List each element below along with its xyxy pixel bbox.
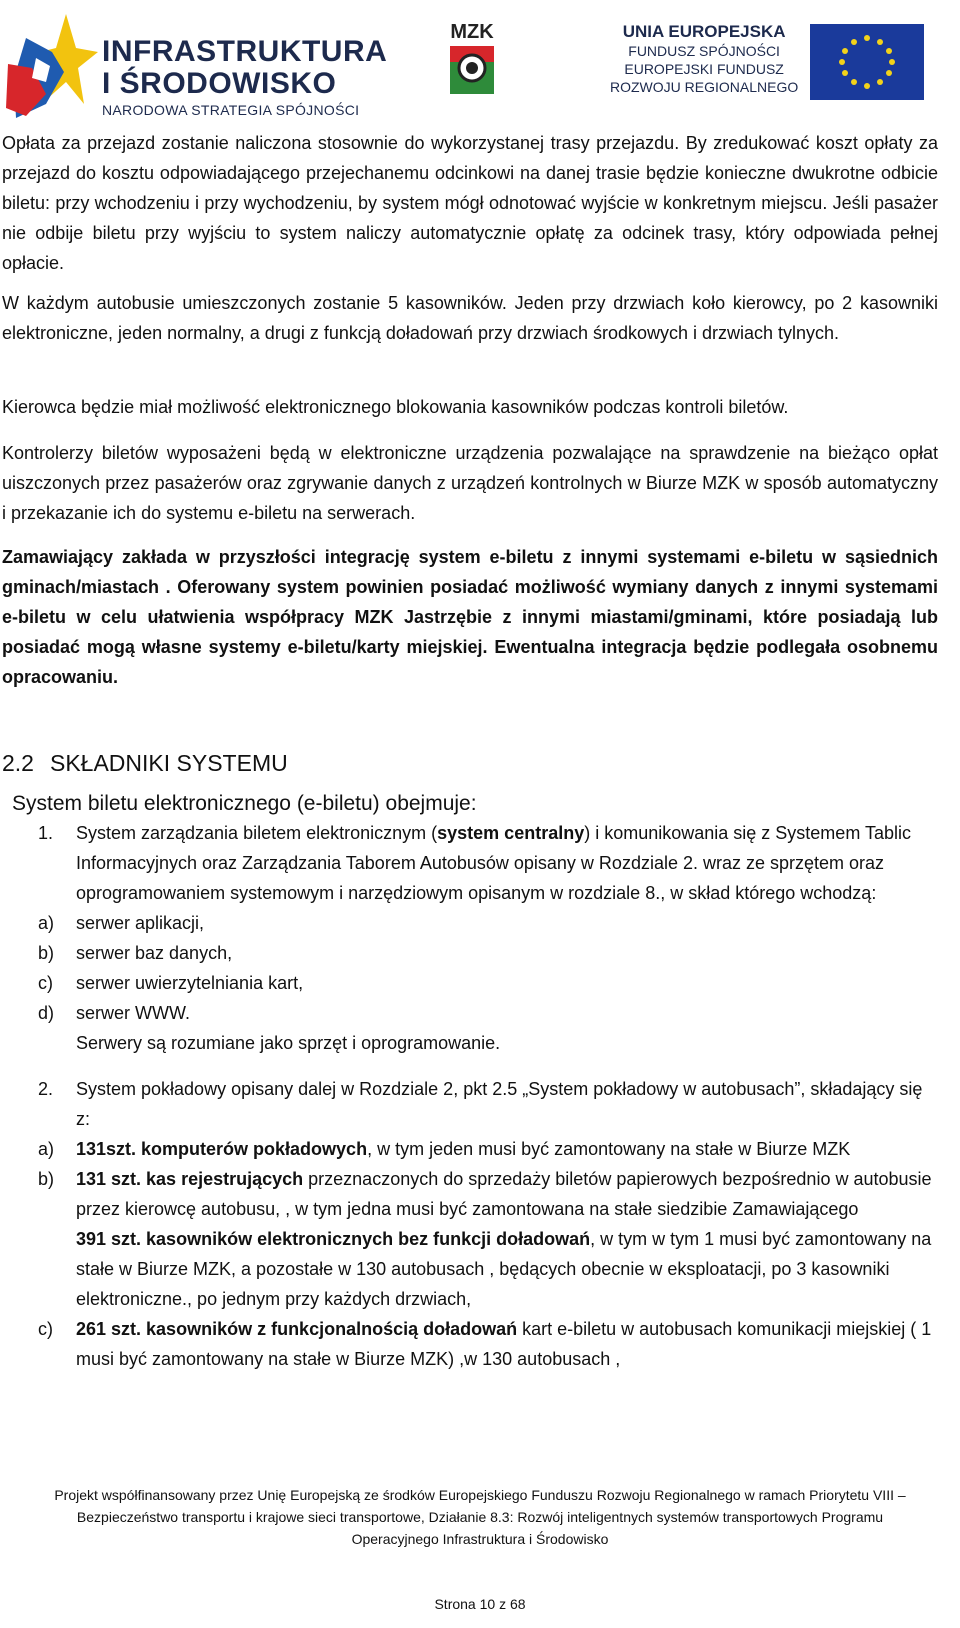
paragraph-4: Kontrolerzy biletów wyposażeni będą w elektroniczne urządzenia pozwalające na sprawdzenie na bieżąco opłat uiszczonych przez pasażerów oraz zgrywanie danych z urządzeń kontrolnych w Biurze MZK w sposób automatyczny i przekazanie ich do systemu e-biletu na serwerach. xyxy=(2,443,938,523)
section-heading xyxy=(2,750,288,777)
ue-line4: ROZWOJU REGIONALNEGO xyxy=(610,79,799,95)
infrastruktura-logo xyxy=(6,8,388,120)
ue-line3: EUROPEJSKI FUNDUSZ xyxy=(624,61,784,77)
list-item-1a: a) serwer aplikacji, xyxy=(38,913,205,933)
mzk-logo-text: MZK xyxy=(450,21,494,43)
paragraph-2: W każdym autobusie umieszczonych zostanie 5 kasowników. Jeden przy drzwiach koło kierowcy, po 2 kasowniki elektroniczne, jeden normalny, a drugi z funkcją doładowań przy drzwiach środkowych i drzwiach tylnych. xyxy=(2,293,938,343)
section-number: 2.2 xyxy=(2,750,34,776)
paragraph-1: Opłata za przejazd zostanie naliczona stosownie do wykorzystanej trasy przejazdu. By zredukować koszt opłaty za przejazd do kosztu odpowiadającego przejechanemu odcinkowi na danej trasie będzie konieczne dwukrotne odbicie biletu: przy wchodzeniu i przy wychodzeniu, by system mógł odnotować wyjście w konkretnym miejscu. Jeśli pasażer nie odbije biletu przy wyjściu to system naliczy automatycznie opłatę za odcinek trasy, który odpowiada pełnej opłacie. xyxy=(2,133,938,273)
section-intro: System biletu elektronicznego (e-biletu) obejmuje: xyxy=(12,792,477,815)
bold-term: system centralny xyxy=(437,823,585,843)
mzk-logo xyxy=(442,20,502,100)
list-item-2a: a) 131szt. komputerów pokładowych, w tym jeden musi być zamontowany na stałe w Biurze MZK xyxy=(38,1139,851,1159)
list-marker: 1. xyxy=(38,823,54,843)
footer-line1: Projekt współfinansowany przez Unię Europejską ze środków Europejskiego Funduszu Rozwoju Regionalnego w ramach Priorytetu VIII – xyxy=(54,1487,906,1503)
list-item-1d: d) serwer WWW. xyxy=(38,1003,190,1023)
list-item-1: 1. System zarządzania biletem elektronicznym (system centralny) i komunikowania się z Systemem Tablic Informacyjnych oraz Zarządzania Taborem Autobusów opisany w Rozdziale 2. wraz ze sprzętem oraz oprogramowaniem systemowym i narzędziowym opisanym w rozdziale 8., w skład którego wchodzą: xyxy=(38,818,938,908)
logo-line2: I ŚRODOWISKO xyxy=(102,67,337,100)
list-note: Serwery są rozumiane jako sprzęt i oprogramowanie. xyxy=(76,1033,501,1053)
list-item-1b: b) serwer baz danych, xyxy=(38,943,233,963)
paragraph-integration: Zamawiający zakłada w przyszłości integrację system e-biletu z innymi systemami e-biletu w sąsiednich gminach/miastach . Oferowany system powinien posiadać możliwość wymiany danych z innymi systemami e-biletu w celu ułatwienia współpracy MZK Jastrzębie z innymi miastami/gminami, które posiadają lub posiadać mogą własne systemy e-biletu/karty miejskiej. Ewentualna integracja będzie podlegała osobnemu opracowaniu. xyxy=(2,547,938,687)
mzk-emblem-icon xyxy=(442,20,502,100)
logo-line1: INFRASTRUKTURA xyxy=(102,35,388,68)
eu-flag-icon xyxy=(810,24,924,100)
page-footer xyxy=(0,1484,960,1550)
list-item-2b: b) 131 szt. kas rejestrujących przeznaczonych do sprzedaży biletów papierowych bezpośrednio w autobusie przez kierowcę autobusu, , w tym jedna musi być zamontowana na stałe siedzibie Zamawiającego xyxy=(38,1169,932,1219)
star-logo-icon xyxy=(6,8,98,120)
logo-line3: NARODOWA STRATEGIA SPÓJNOŚCI xyxy=(102,102,360,118)
page-number: Strona 10 z 68 xyxy=(434,1596,526,1612)
ue-line2: FUNDUSZ SPÓJNOŚCI xyxy=(628,43,780,59)
section-title: SKŁADNIKI SYSTEMU xyxy=(49,750,288,776)
paragraph-3: Kierowca będzie miał możliwość elektronicznego blokowania kasowników podczas kontroli biletów. xyxy=(2,397,789,417)
ue-line1: UNIA EUROPEJSKA xyxy=(622,22,786,41)
components-list xyxy=(38,818,938,1374)
list-item-1c: c) serwer uwierzytelniania kart, xyxy=(38,973,304,993)
list-item-2: 2. System pokładowy opisany dalej w Rozdziale 2, pkt 2.5 „System pokładowy w autobusach”, składający się z: xyxy=(38,1079,923,1129)
footer-line3: Operacyjnego Infrastruktura i Środowisko xyxy=(351,1531,609,1547)
list-item-2c: c) 261 szt. kasowników z funkcjonalnością doładowań kart e-biletu w autobusach komunikacji miejskiej ( 1 musi być zamontowany na stałe w Biurze MZK) ,w 130 autobusach , xyxy=(38,1319,932,1369)
ue-funding-text xyxy=(610,22,798,96)
page-header xyxy=(0,0,960,125)
footer-line2: Bezpieczeństwo transportu i krajowe sieci transportowe, Działanie 8.3: Rozwój inteligentnych systemów transportowych Programu xyxy=(76,1509,884,1525)
list-item-2b-cont: 391 szt. kasowników elektronicznych bez funkcji doładowań, w tym w tym 1 musi być zamontowany na stałe w Biurze MZK, a pozostałe w 130 autobusach , będących obecnie w eksploatacji, po 3 kasowniki elektroniczne., po jednym przy każdych drzwiach, xyxy=(76,1229,932,1309)
